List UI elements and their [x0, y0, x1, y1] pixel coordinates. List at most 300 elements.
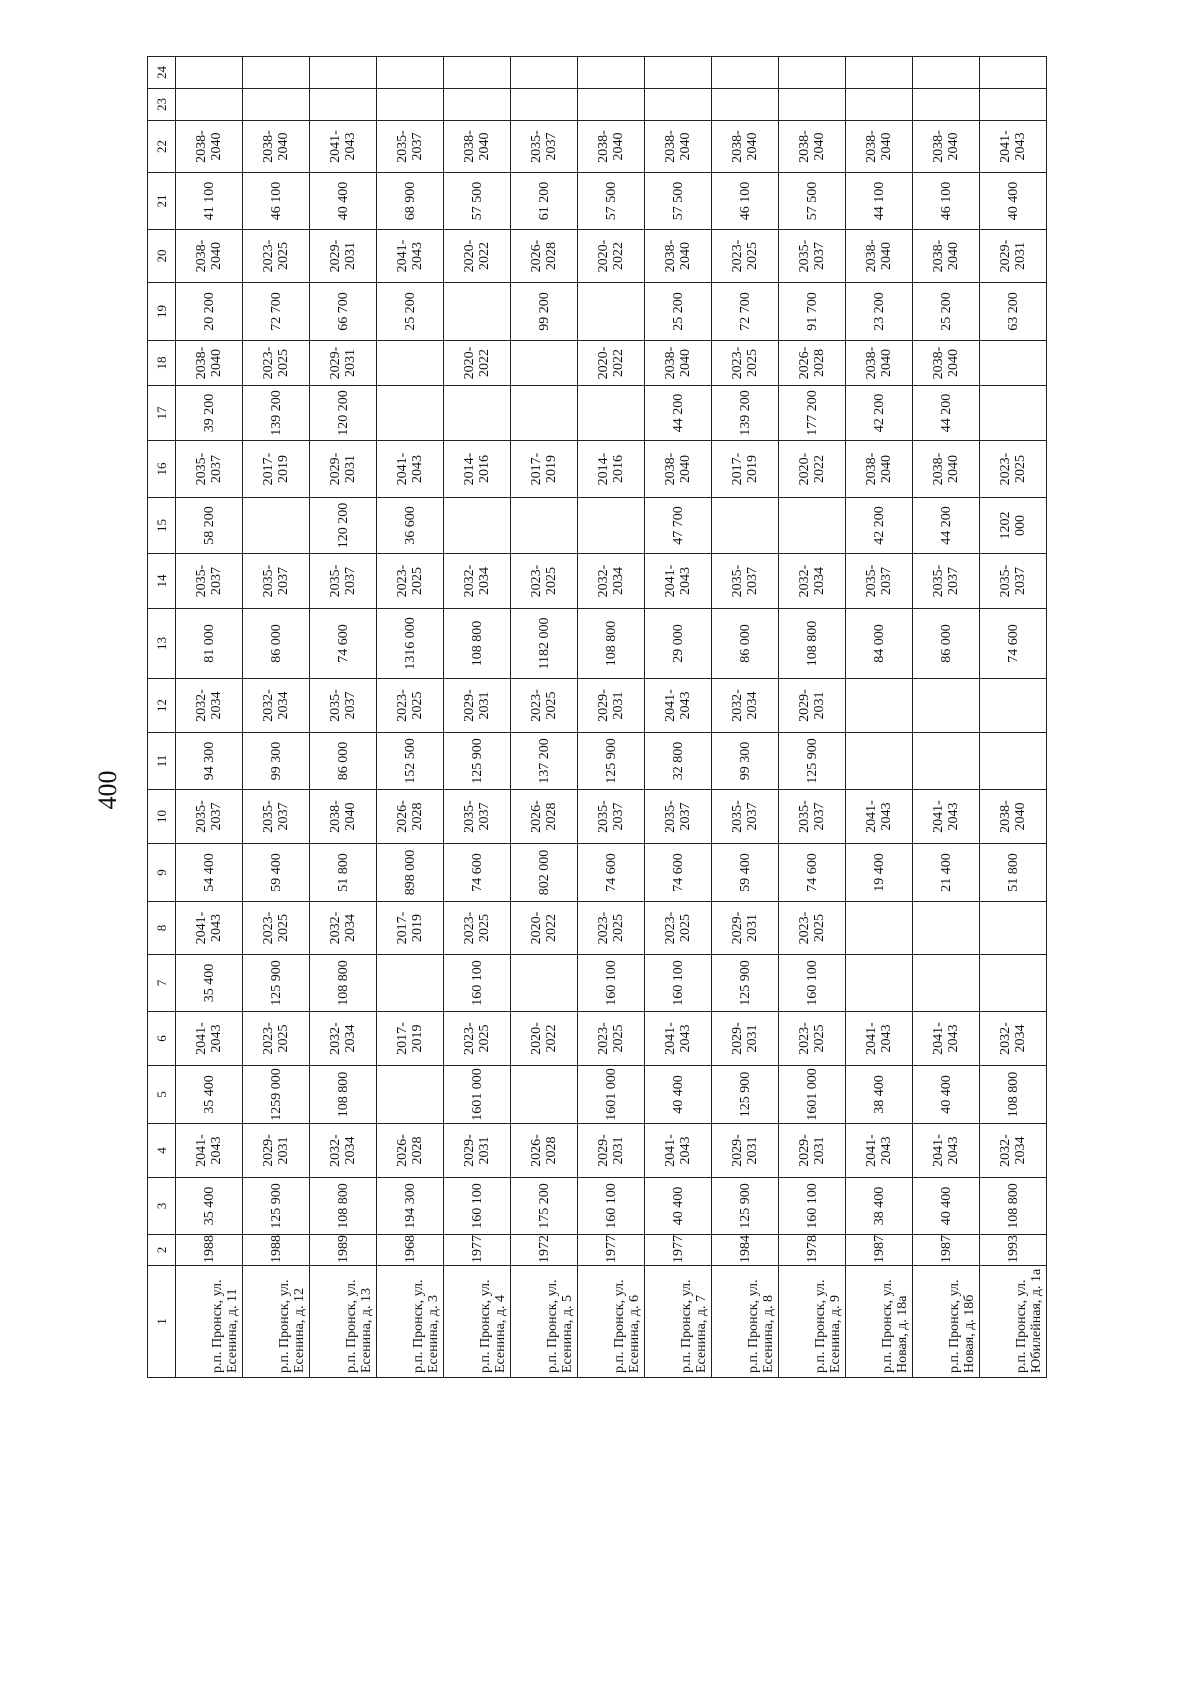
table-cell [712, 89, 779, 121]
year-built-cell: 1988 [176, 1235, 243, 1266]
table-cell: 2023-2025 [779, 1012, 846, 1066]
table-cell: 2020-2022 [511, 1012, 578, 1066]
table-cell: 160 100 [444, 955, 511, 1012]
table-cell: 2038-2040 [779, 121, 846, 173]
table-row [712, 57, 779, 1378]
table-cell [779, 57, 846, 89]
table-cell: 32 800 [645, 733, 712, 790]
table-cell: 46 100 [913, 173, 980, 230]
table-cell: 63 200 [980, 283, 1047, 341]
table-cell: 2041-2043 [645, 679, 712, 733]
table-cell [980, 679, 1047, 733]
address-cell: р.п. Пронск, ул. Есенина, д. 12 [243, 1266, 310, 1378]
table-cell: 40 400 [645, 1178, 712, 1235]
table-cell: 25 200 [377, 283, 444, 341]
table-cell: 194 300 [377, 1178, 444, 1235]
table-cell: 2035-2037 [846, 554, 913, 609]
table-cell: 44 200 [913, 498, 980, 554]
table-cell: 74 600 [980, 609, 1047, 679]
table-cell: 2038-2040 [645, 121, 712, 173]
table-cell: 86 000 [712, 609, 779, 679]
table-cell: 68 900 [377, 173, 444, 230]
table-cell: 2032-2034 [980, 1012, 1047, 1066]
table-cell: 2038-2040 [913, 230, 980, 283]
table-cell: 2023-2025 [511, 679, 578, 733]
column-number-cell: 17 [148, 386, 176, 441]
table-cell: 86 000 [913, 609, 980, 679]
year-built-cell: 1993 [980, 1235, 1047, 1266]
column-number-cell: 4 [148, 1124, 176, 1178]
table-cell: 2035-2037 [712, 790, 779, 844]
year-built-cell: 1987 [913, 1235, 980, 1266]
table-cell [377, 1066, 444, 1124]
year-built-cell: 1977 [444, 1235, 511, 1266]
column-number-cell: 1 [148, 1266, 176, 1378]
table-cell [980, 341, 1047, 386]
table-cell: 2032-2034 [310, 1012, 377, 1066]
table-cell: 125 900 [444, 733, 511, 790]
table-cell: 108 800 [980, 1066, 1047, 1124]
table-cell: 2023-2025 [511, 554, 578, 609]
table-cell: 2035-2037 [377, 121, 444, 173]
table-cell [913, 902, 980, 955]
table-row [846, 57, 913, 1378]
table-cell: 86 000 [310, 733, 377, 790]
table-cell: 2032-2034 [310, 1124, 377, 1178]
table-cell: 61 200 [511, 173, 578, 230]
table-cell: 125 900 [712, 1066, 779, 1124]
table-cell: 2029-2031 [779, 1124, 846, 1178]
address-cell: р.п. Пронск, ул. Новая, д. 18б [913, 1266, 980, 1378]
table-cell: 46 100 [712, 173, 779, 230]
table-cell: 2032-2034 [176, 679, 243, 733]
table-cell: 160 100 [578, 1178, 645, 1235]
table-cell [578, 386, 645, 441]
table-cell [578, 498, 645, 554]
table-cell: 139 200 [243, 386, 310, 441]
table-cell: 44 200 [913, 386, 980, 441]
table-cell: 2020-2022 [511, 902, 578, 955]
table-cell: 35 400 [176, 955, 243, 1012]
table-cell: 2023-2025 [243, 1012, 310, 1066]
table-cell: 2041-2043 [377, 441, 444, 498]
table-cell [712, 498, 779, 554]
table-cell: 2035-2037 [511, 121, 578, 173]
column-number-cell: 13 [148, 609, 176, 679]
table-cell: 59 400 [243, 844, 310, 902]
page-number: 400 [93, 770, 122, 810]
table-cell: 2023-2025 [578, 1012, 645, 1066]
table-cell: 108 800 [310, 1178, 377, 1235]
table-cell [511, 955, 578, 1012]
table-cell: 2041-2043 [846, 790, 913, 844]
table-cell [846, 679, 913, 733]
table-cell [444, 386, 511, 441]
table-cell: 1182 000 [511, 609, 578, 679]
rotated-table-container [147, 58, 1047, 1378]
address-cell: р.п. Пронск, ул. Есенина, д. 7 [645, 1266, 712, 1378]
table-cell: 86 000 [243, 609, 310, 679]
table-cell [913, 89, 980, 121]
table-cell: 160 100 [645, 955, 712, 1012]
table-cell: 2041-2043 [377, 230, 444, 283]
table-cell: 38 400 [846, 1066, 913, 1124]
column-number-cell: 14 [148, 554, 176, 609]
table-row [578, 57, 645, 1378]
table-row [645, 57, 712, 1378]
table-cell: 35 400 [176, 1178, 243, 1235]
table-cell: 2023-2025 [712, 341, 779, 386]
table-cell: 175 200 [511, 1178, 578, 1235]
table-cell [846, 733, 913, 790]
table-cell: 2032-2034 [243, 679, 310, 733]
column-number-cell: 8 [148, 902, 176, 955]
column-number-cell: 10 [148, 790, 176, 844]
table-cell: 2029-2031 [243, 1124, 310, 1178]
column-number-cell: 15 [148, 498, 176, 554]
column-number-cell: 12 [148, 679, 176, 733]
table-cell: 39 200 [176, 386, 243, 441]
table-cell: 2038-2040 [176, 230, 243, 283]
table-cell: 2026-2028 [511, 1124, 578, 1178]
table-cell [511, 498, 578, 554]
table-cell: 74 600 [310, 609, 377, 679]
table-cell: 2035-2037 [243, 554, 310, 609]
table-cell: 2041-2043 [176, 1124, 243, 1178]
table-cell [377, 955, 444, 1012]
table-cell: 2038-2040 [310, 790, 377, 844]
year-built-cell: 1968 [377, 1235, 444, 1266]
table-cell: 108 800 [444, 609, 511, 679]
table-cell [243, 498, 310, 554]
table-cell: 2041-2043 [846, 1124, 913, 1178]
table-cell: 125 900 [243, 955, 310, 1012]
table-cell: 2032-2034 [779, 554, 846, 609]
table-cell: 99 300 [712, 733, 779, 790]
table-cell: 42 200 [846, 498, 913, 554]
table-cell: 74 600 [645, 844, 712, 902]
column-number-cell: 11 [148, 733, 176, 790]
year-built-cell: 1977 [578, 1235, 645, 1266]
table-cell: 2026-2028 [511, 790, 578, 844]
table-cell: 125 900 [243, 1178, 310, 1235]
table-cell: 2038-2040 [846, 121, 913, 173]
table-cell [779, 89, 846, 121]
table-body [148, 57, 1047, 1378]
table-cell [243, 57, 310, 89]
table-cell [511, 341, 578, 386]
table-cell: 2035-2037 [712, 554, 779, 609]
table-cell: 2038-2040 [243, 121, 310, 173]
address-cell: р.п. Пронск, ул. Есенина, д. 8 [712, 1266, 779, 1378]
table-cell: 2020-2022 [444, 341, 511, 386]
table-cell: 2038-2040 [846, 230, 913, 283]
table-cell [980, 386, 1047, 441]
table-row [377, 57, 444, 1378]
table-cell [846, 89, 913, 121]
table-cell: 59 400 [712, 844, 779, 902]
table-cell: 2023-2025 [243, 341, 310, 386]
table-cell [980, 733, 1047, 790]
table-cell: 2038-2040 [176, 341, 243, 386]
table-cell: 2029-2031 [578, 679, 645, 733]
table-cell: 2038-2040 [913, 341, 980, 386]
column-number-cell: 7 [148, 955, 176, 1012]
table-cell: 2038-2040 [176, 121, 243, 173]
year-built-cell: 1984 [712, 1235, 779, 1266]
column-number-cell: 24 [148, 57, 176, 89]
table-cell [779, 498, 846, 554]
table-cell: 2038-2040 [846, 341, 913, 386]
table-cell: 44 100 [846, 173, 913, 230]
table-cell: 125 900 [578, 733, 645, 790]
column-number-cell: 2 [148, 1235, 176, 1266]
table-cell: 2017-2019 [377, 902, 444, 955]
table-cell: 2035-2037 [243, 790, 310, 844]
table-cell: 74 600 [578, 844, 645, 902]
table-cell: 2017-2019 [377, 1012, 444, 1066]
table-cell: 120 200 [310, 386, 377, 441]
table-cell: 1259 000 [243, 1066, 310, 1124]
table-cell: 2023-2025 [377, 679, 444, 733]
housing-repair-schedule-table [147, 56, 1047, 1378]
table-cell: 2029-2031 [310, 441, 377, 498]
table-cell: 2023-2025 [444, 902, 511, 955]
table-cell [377, 57, 444, 89]
table-cell: 2032-2034 [310, 902, 377, 955]
table-cell: 74 600 [779, 844, 846, 902]
table-cell: 99 200 [511, 283, 578, 341]
table-cell [243, 89, 310, 121]
table-cell: 2041-2043 [176, 1012, 243, 1066]
table-cell: 2029-2031 [578, 1124, 645, 1178]
address-cell: р.п. Пронск, ул. Новая, д. 18а [846, 1266, 913, 1378]
table-cell: 2029-2031 [444, 1124, 511, 1178]
table-cell: 57 500 [645, 173, 712, 230]
table-cell: 66 700 [310, 283, 377, 341]
table-cell [377, 386, 444, 441]
table-cell [176, 89, 243, 121]
table-cell: 57 500 [444, 173, 511, 230]
table-cell: 2041-2043 [980, 121, 1047, 173]
table-cell: 2041-2043 [176, 902, 243, 955]
table-cell: 802 000 [511, 844, 578, 902]
table-cell: 2023-2025 [712, 230, 779, 283]
address-cell: р.п. Пронск, ул. Есенина, д. 9 [779, 1266, 846, 1378]
table-cell: 2035-2037 [578, 790, 645, 844]
table-cell [913, 733, 980, 790]
table-cell: 36 600 [377, 498, 444, 554]
table-cell [980, 57, 1047, 89]
table-cell: 40 400 [980, 173, 1047, 230]
table-cell: 2029-2031 [310, 230, 377, 283]
table-cell: 2035-2037 [176, 441, 243, 498]
table-cell: 2023-2025 [980, 441, 1047, 498]
table-cell: 2023-2025 [377, 554, 444, 609]
table-cell: 2014-2016 [444, 441, 511, 498]
column-number-row [148, 57, 176, 1378]
table-cell: 1601 000 [779, 1066, 846, 1124]
table-cell: 2038-2040 [913, 121, 980, 173]
table-cell: 2032-2034 [980, 1124, 1047, 1178]
column-number-cell: 21 [148, 173, 176, 230]
table-cell: 2041-2043 [913, 790, 980, 844]
year-built-cell: 1989 [310, 1235, 377, 1266]
column-number-cell: 6 [148, 1012, 176, 1066]
table-cell: 2020-2022 [779, 441, 846, 498]
table-cell: 2038-2040 [913, 441, 980, 498]
table-cell: 2023-2025 [779, 902, 846, 955]
table-cell [578, 57, 645, 89]
table-cell: 2023-2025 [645, 902, 712, 955]
table-cell: 57 500 [578, 173, 645, 230]
table-cell: 2017-2019 [511, 441, 578, 498]
table-cell: 2029-2031 [980, 230, 1047, 283]
table-row [980, 57, 1047, 1378]
table-cell: 2035-2037 [779, 230, 846, 283]
table-cell: 2029-2031 [712, 1124, 779, 1178]
table-cell [377, 89, 444, 121]
column-number-cell: 19 [148, 283, 176, 341]
table-cell: 2029-2031 [779, 679, 846, 733]
table-cell: 120 200 [310, 498, 377, 554]
table-cell: 74 600 [444, 844, 511, 902]
table-cell [377, 341, 444, 386]
table-cell: 2041-2043 [913, 1124, 980, 1178]
table-cell: 160 100 [779, 955, 846, 1012]
table-cell: 42 200 [846, 386, 913, 441]
table-cell: 99 300 [243, 733, 310, 790]
table-cell: 108 800 [310, 1066, 377, 1124]
table-cell: 58 200 [176, 498, 243, 554]
table-cell [310, 89, 377, 121]
table-cell: 2038-2040 [578, 121, 645, 173]
table-cell: 2017-2019 [712, 441, 779, 498]
table-cell [578, 89, 645, 121]
table-cell: 2020-2022 [578, 230, 645, 283]
table-cell: 2035-2037 [310, 679, 377, 733]
table-cell: 2035-2037 [913, 554, 980, 609]
table-cell: 160 100 [779, 1178, 846, 1235]
table-cell: 2023-2025 [578, 902, 645, 955]
column-number-cell: 5 [148, 1066, 176, 1124]
address-cell: р.п. Пронск, ул. Есенина, д. 5 [511, 1266, 578, 1378]
table-cell [511, 57, 578, 89]
table-cell [444, 498, 511, 554]
table-cell: 40 400 [645, 1066, 712, 1124]
column-number-cell: 3 [148, 1178, 176, 1235]
table-cell [980, 902, 1047, 955]
column-number-cell: 23 [148, 89, 176, 121]
table-cell [444, 283, 511, 341]
table-cell: 47 700 [645, 498, 712, 554]
table-cell: 57 500 [779, 173, 846, 230]
table-cell: 29 000 [645, 609, 712, 679]
table-row [511, 57, 578, 1378]
table-cell: 46 100 [243, 173, 310, 230]
table-cell: 2038-2040 [444, 121, 511, 173]
table-cell [176, 57, 243, 89]
table-cell: 2017-2019 [243, 441, 310, 498]
table-cell: 1601 000 [578, 1066, 645, 1124]
address-cell: р.п. Пронск, ул. Есенина, д. 3 [377, 1266, 444, 1378]
table-cell: 2029-2031 [712, 1012, 779, 1066]
table-cell [846, 955, 913, 1012]
table-cell: 2035-2037 [980, 554, 1047, 609]
year-built-cell: 1988 [243, 1235, 310, 1266]
table-cell: 2029-2031 [310, 341, 377, 386]
table-cell: 108 800 [980, 1178, 1047, 1235]
table-cell [980, 89, 1047, 121]
table-cell: 2020-2022 [444, 230, 511, 283]
table-cell: 21 400 [913, 844, 980, 902]
table-cell: 51 800 [980, 844, 1047, 902]
table-cell: 2026-2028 [779, 341, 846, 386]
table-row [243, 57, 310, 1378]
table-cell: 2035-2037 [310, 554, 377, 609]
table-row [310, 57, 377, 1378]
table-cell: 2035-2037 [645, 790, 712, 844]
table-cell [444, 89, 511, 121]
table-cell: 108 800 [779, 609, 846, 679]
table-cell: 108 800 [578, 609, 645, 679]
table-cell [645, 89, 712, 121]
table-row [913, 57, 980, 1378]
table-cell: 38 400 [846, 1178, 913, 1235]
table-cell: 160 100 [578, 955, 645, 1012]
table-cell: 1202 000 [980, 498, 1047, 554]
table-cell: 84 000 [846, 609, 913, 679]
table-cell: 2035-2037 [779, 790, 846, 844]
table-row [444, 57, 511, 1378]
table-cell [578, 283, 645, 341]
table-cell: 2038-2040 [645, 441, 712, 498]
table-cell: 2038-2040 [980, 790, 1047, 844]
table-cell: 81 000 [176, 609, 243, 679]
table-cell: 2035-2037 [176, 790, 243, 844]
table-cell: 125 900 [712, 1178, 779, 1235]
table-cell: 177 200 [779, 386, 846, 441]
column-number-cell: 18 [148, 341, 176, 386]
table-row [779, 57, 846, 1378]
table-cell [310, 57, 377, 89]
table-cell: 35 400 [176, 1066, 243, 1124]
table-cell: 40 400 [310, 173, 377, 230]
address-cell: р.п. Пронск, ул. Есенина, д. 11 [176, 1266, 243, 1378]
table-cell: 2041-2043 [645, 554, 712, 609]
table-cell: 2026-2028 [377, 790, 444, 844]
column-number-cell: 20 [148, 230, 176, 283]
table-cell [645, 57, 712, 89]
table-cell: 91 700 [779, 283, 846, 341]
table-cell: 41 100 [176, 173, 243, 230]
table-cell: 20 200 [176, 283, 243, 341]
table-cell [846, 57, 913, 89]
column-number-cell: 22 [148, 121, 176, 173]
table-cell: 2038-2040 [712, 121, 779, 173]
table-cell: 2038-2040 [645, 230, 712, 283]
table-cell [913, 57, 980, 89]
table-cell: 2029-2031 [712, 902, 779, 955]
table-cell: 2041-2043 [846, 1012, 913, 1066]
table-cell: 2023-2025 [243, 902, 310, 955]
table-cell [511, 89, 578, 121]
table-cell [980, 955, 1047, 1012]
table-cell: 2041-2043 [913, 1012, 980, 1066]
table-cell [846, 902, 913, 955]
table-cell: 2032-2034 [578, 554, 645, 609]
table-cell: 19 400 [846, 844, 913, 902]
